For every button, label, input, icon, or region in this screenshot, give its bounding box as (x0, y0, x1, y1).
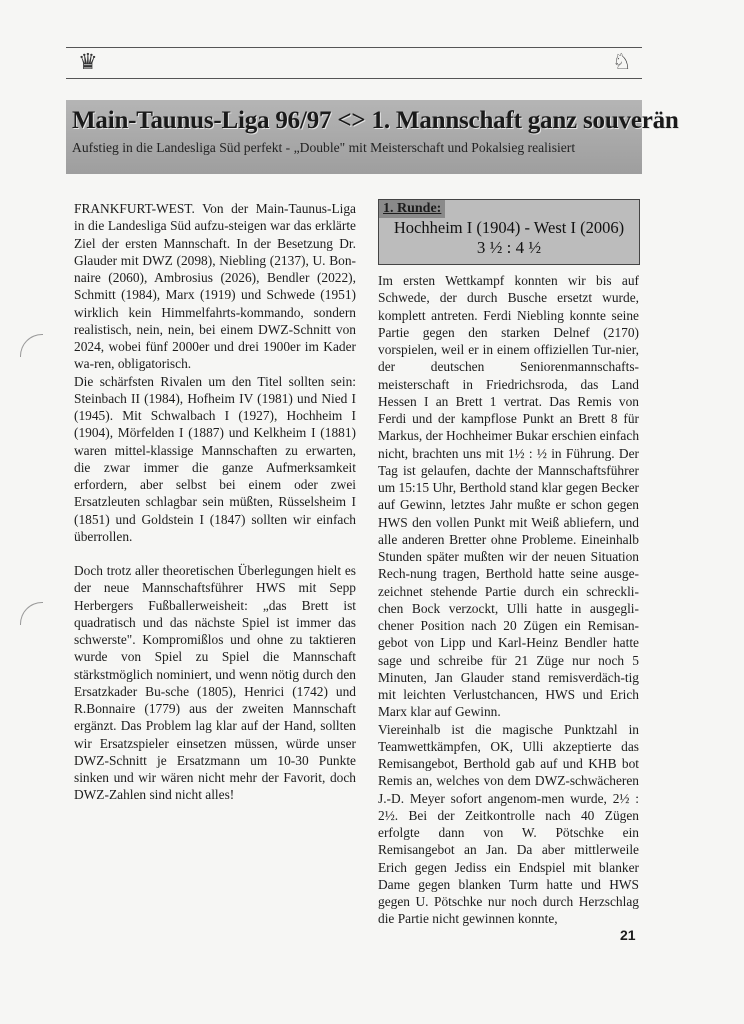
left-paragraph-1: FRANKFURT-WEST. Von der Main-Taunus-Liga in die Landesliga Süd aufzu-steigen war das erklärte Ziel der ersten Mannschaft. In der Besetzung Dr. Glauder mit DWZ (2098), Niebling (2137), U. Bon-naire (2060), Ambrosius (2026), Bendler (2022), Schmitt (1984), Marx (1919) und Schwede (1951) wirklich kein Himmelfahrts-kommando, sondern realistisch, nein, nein, bei einem DWZ-Schnitt von 2024, wobei fünf 2000er und drei 1900er im Kader wa-ren, obligatorisch. (74, 201, 356, 372)
left-paragraph-2: Die schärfsten Rivalen um den Titel sollten sein: Steinbach II (1984), Hofheim IV (1981) und Nied I (1945). Mit Schwalbach I (1927), Hochheim I (1904), Mörfelden I (1887) und Kelkheim I (1881) waren mittel-klassige Mannschaften zu erwarten, die zwar immer die ganze Aufmerksamkeit erfordern, aber selbst bei einem oder zwei Ersatzleuten schlagbar sein müßten, Rüsselsheim I (1851) und Goldstein I (1847) sollten wir einfach überrollen. (74, 373, 356, 544)
right-paragraph-2: Viereinhalb ist die magische Punktzahl in Teamwettkämpfen, OK, Ulli akzeptierte das Remisangebot, Berthold gab auf und KHB bot Remis an, welches von dem DWZ-schwächeren J.-D. Meyer sofort angenom-men wurde, 2½ : 2½. Bei der Zeitkontrolle nach 40 Zügen erfolgte dann von W. Pötschke ein Remisangebot an Jan. Da aber mittlerweile Erich gegen Jediss ein Endspiel mit blanker Dame gegen blanken Turm hatte und HWS gegen U. Pötschke nur noch durch Herzschlag die Partie nicht gewinnen konnte, (378, 721, 639, 927)
article-subtitle: Aufstieg in die Landesliga Süd perfekt - „Double" mit Meisterschaft und Pokalsieg realisiert (72, 140, 576, 155)
chess-queen-icon: ♛ (78, 50, 98, 75)
right-column (378, 272, 639, 928)
punch-hole-mark (20, 602, 43, 625)
right-paragraph-1: Im ersten Wettkampf konnten wir bis auf Schwede, der durch Busche ersetzt wurde, komplett antreten. Ferdi Niebling konnte seine Partie gegen den starken Delnef (2170) vorspielen, weil er in einem offiziellen Tur-nier, der deutschen Seniorenmannschafts-meisterschaft in Friedrichsroda, das Land Hessen I an Brett 1 vertrat. Das Remis von Ferdi und der kampflose Punkt an Brett 8 für Markus, der Hochheimer Bukar erschien einfach nicht, brachten uns mit 1½ : ½ in Führung. Der Tag ist gelaufen, dachte der Mannschaftsführer um 15:15 Uhr, Berthold stand klar gegen Becker auf Gewinn, letztes Jahr mußte er schon gegen HWS den vollen Punkt mit Weiß abliefern, und alle anderen Bretter ohne Probleme. Eineinhalb Stunden später mußten wir der neuen Situation Rech-nung tragen, Berthold hatte seine ausge-zeichnet stehende Partie durch ein schreckli-chen Bock verzockt, Ulli hatte in ausgegli-chener Position nach 20 Zügen ein Remisan-gebot von Lipp und Karl-Heinz Bendler hatte sage und schreibe für 21 Züge nur noch 5 Minuten, Jan Glauder stand remisverdäch-tig mit leichten Verlustchancen, HWS und Erich Marx klar auf Gewinn. (378, 273, 640, 720)
header-rule-bottom (66, 78, 642, 79)
round-score: 3 ½ : 4 ½ (476, 238, 542, 257)
round-result-box (378, 199, 640, 265)
left-paragraph-3: Doch trotz aller theoretischen Überlegungen hielt es der neue Mannschaftsführer HWS mit Sepp Herbergers Fußballerweisheit: „das Brett ist quadratisch und das nächste Spiel ist immer das schwerste". Kompromißlos und ohne zu taktieren wurde von Spiel zu Spiel die Mannschaft stärkstmöglich nominiert, und wenn nötig durch den Ersatzkader Bu-sche (1805), Henrici (1742) und R.Bonnaire (1779) aus der zweiten Mannschaft ergänzt. Das Problem lag klar auf der Hand, sollten wir Ersatzspieler einsetzen müssen, würde unser DWZ-Schnitt je Ersatzmann um 10-30 Punkte sinken und wir wären nicht mehr der Favorit, doch DWZ-Zahlen sind nicht alles! (74, 563, 356, 803)
punch-hole-mark (20, 334, 43, 357)
left-column (74, 200, 356, 804)
round-match: Hochheim I (1904) - West I (2006) (393, 218, 625, 237)
header-rule-top (66, 47, 642, 48)
article-title: Main-Taunus-Liga 96/97 <> 1. Mannschaft ganz souverän (72, 107, 679, 134)
round-label: 1. Runde: (379, 200, 445, 218)
chess-knight-icon: ♘ (612, 50, 632, 75)
page-number: 21 (620, 927, 636, 943)
article-banner (66, 100, 679, 174)
